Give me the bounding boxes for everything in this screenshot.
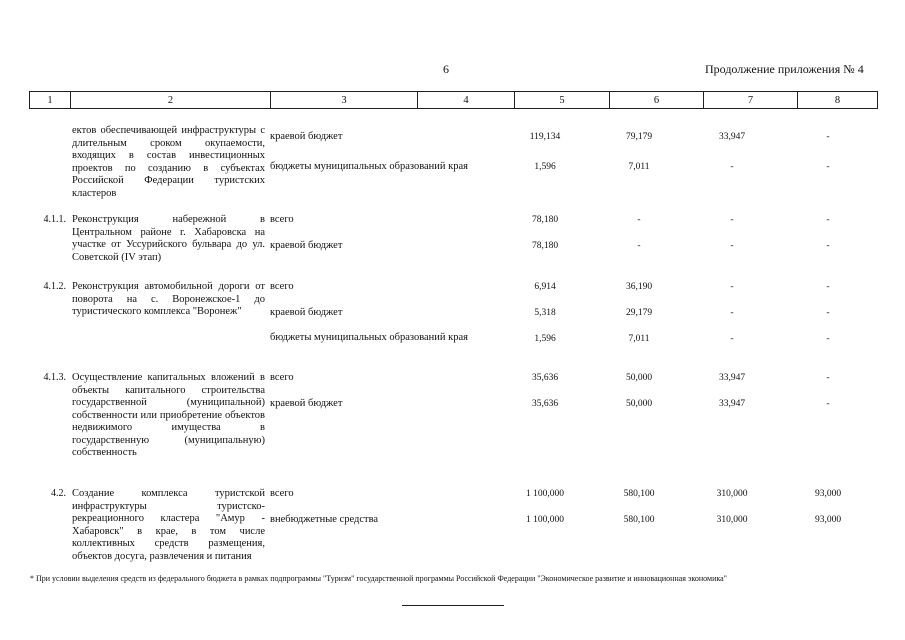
value-col6: 29,179: [625, 308, 653, 318]
column-header-8: 8: [798, 92, 878, 109]
row-description: Реконструкция автомобильной дороги от поворота на с. Воронежское-1 до туристического комплекса "Воронеж": [72, 281, 265, 317]
value-col7: 310,000: [716, 489, 748, 499]
funding-source: всего: [270, 488, 294, 499]
column-header-1: 1: [30, 92, 71, 109]
value-col7: -: [730, 215, 734, 225]
column-header-7: 7: [704, 92, 798, 109]
funding-source: всего: [270, 281, 294, 292]
value-col5: 78,180: [531, 241, 559, 251]
funding-source: краевой бюджет: [270, 398, 343, 409]
value-col8: -: [826, 334, 830, 344]
value-col5: 1 100,000: [526, 515, 564, 525]
value-col5: 5,318: [534, 308, 556, 318]
value-col5: 1,596: [534, 334, 556, 344]
value-col5: 35,636: [531, 399, 559, 409]
row-number: 4.1.3.: [43, 372, 66, 383]
value-col6: -: [637, 241, 641, 251]
column-number-header: [29, 91, 878, 109]
funding-source: всего: [270, 372, 294, 383]
row-description: ектов обеспечивающей инфраструктуры с длительным сроком окупаемости, входящих в состав инвестиционных проектов по созданию в субъектах Российской Федерации туристских кластеров: [72, 125, 265, 199]
value-col7: -: [730, 282, 734, 292]
value-col8: -: [826, 308, 830, 318]
funding-source: бюджеты муниципальных образований края: [270, 161, 469, 172]
funding-source: внебюджетные средства: [270, 514, 379, 525]
row-description: Создание комплекса туристской инфраструктуры туристско-рекреационного кластера "Амур - Хабаровск" в крае, в том числе коллективных средств размещения, объектов досуга, развлечения и питания: [72, 488, 265, 562]
funding-source: краевой бюджет: [270, 307, 343, 318]
value-col8: -: [826, 215, 830, 225]
value-col8: 93,000: [814, 515, 842, 525]
funding-source: бюджеты муниципальных образований края: [270, 332, 469, 343]
column-header-2: 2: [71, 92, 271, 109]
value-col5: 78,180: [531, 215, 559, 225]
value-col8: 93,000: [814, 489, 842, 499]
value-col7: -: [730, 308, 734, 318]
value-col8: -: [826, 282, 830, 292]
value-col7: -: [730, 241, 734, 251]
value-col7: 310,000: [716, 515, 748, 525]
value-col6: 580,100: [623, 489, 655, 499]
value-col6: 50,000: [625, 399, 653, 409]
value-col8: -: [826, 241, 830, 251]
column-header-6: 6: [610, 92, 704, 109]
closing-rule: [402, 605, 504, 606]
value-col6: 7,011: [628, 162, 650, 172]
value-col5: 1 100,000: [526, 489, 564, 499]
value-col6: 79,179: [625, 132, 653, 142]
value-col7: 33,947: [718, 399, 746, 409]
value-col6: 50,000: [625, 373, 653, 383]
row-number: 4.1.1.: [43, 214, 66, 225]
column-header-4: 4: [418, 92, 515, 109]
value-col8: -: [826, 399, 830, 409]
funding-source: всего: [270, 214, 294, 225]
value-col7: 33,947: [718, 132, 746, 142]
value-col7: -: [730, 334, 734, 344]
value-col8: -: [826, 373, 830, 383]
footnote: * При условии выделения средств из федерального бюджета в рамках подпрограммы "Туризм" государственной программы Российской Федерации "Экономическое развитие и инновационная экономика": [30, 574, 727, 583]
value-col6: 36,190: [625, 282, 653, 292]
row-number: 4.2.: [51, 488, 66, 499]
funding-source: краевой бюджет: [270, 131, 343, 142]
row-number: 4.1.2.: [43, 281, 66, 292]
value-col8: -: [826, 162, 830, 172]
value-col5: 6,914: [534, 282, 556, 292]
value-col6: -: [637, 215, 641, 225]
column-header-3: 3: [271, 92, 418, 109]
value-col5: 1,596: [534, 162, 556, 172]
value-col7: 33,947: [718, 373, 746, 383]
funding-source: краевой бюджет: [270, 240, 343, 251]
value-col8: -: [826, 132, 830, 142]
value-col6: 7,011: [628, 334, 650, 344]
page-number: 6: [443, 62, 449, 76]
row-description: Реконструкция набережной в Центральном районе г. Хабаровска на участке от Уссурийского бульвара до ул. Советской (IV этап): [72, 214, 265, 263]
value-col5: 119,134: [529, 132, 561, 142]
value-col6: 580,100: [623, 515, 655, 525]
value-col7: -: [730, 162, 734, 172]
column-header-5: 5: [515, 92, 610, 109]
row-description: Осуществление капитальных вложений в объекты капитального строительства государственной (муниципальной) собственности или приобретение объектов недвижимого имущества в государственную (муниципальную) собственность: [72, 372, 265, 458]
value-col5: 35,636: [531, 373, 559, 383]
appendix-continuation-title: Продолжение приложения № 4: [705, 62, 864, 76]
